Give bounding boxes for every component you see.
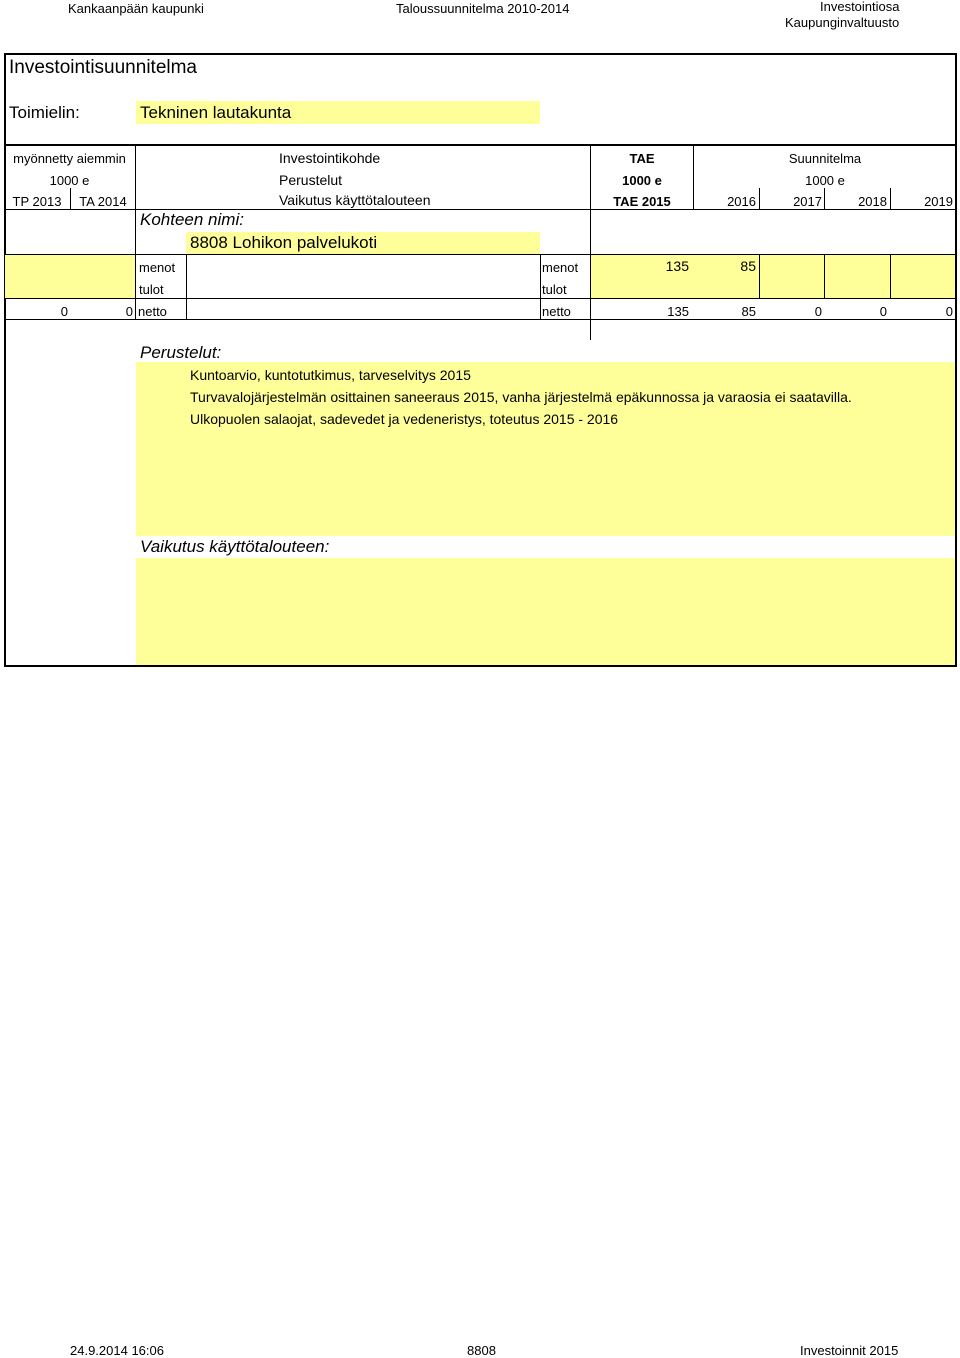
net-2017: 0	[814, 304, 822, 319]
col-header-operating-impact: Vaikutus käyttötalouteen	[279, 192, 431, 208]
form-title: Investointisuunnitelma	[9, 57, 197, 78]
col-header-justification: Perustelut	[279, 172, 343, 188]
col-header-ta2014: TA 2014	[79, 194, 127, 209]
net-tp2013: 0	[60, 304, 68, 319]
net-ta2014: 0	[125, 304, 133, 319]
col-header-2017: 2017	[793, 194, 822, 209]
grid-line	[540, 255, 541, 319]
col-header-2018: 2018	[858, 194, 887, 209]
justification-line: Turvavalojärjestelmän osittainen saneeraus 2015, vanha järjestelmä epäkunnossa ja varaosia ei saatavilla.	[190, 389, 852, 405]
grid-line	[4, 254, 957, 255]
footer-sheet: Investoinnit 2015	[800, 1343, 899, 1358]
grid-line	[4, 298, 957, 299]
grid-line	[135, 145, 136, 319]
impact-label: Vaikutus käyttötalouteen:	[140, 537, 330, 556]
header-council: Kaupunginvaltuusto	[785, 15, 900, 30]
unit-left: 1000 e	[49, 173, 90, 188]
col-header-2016: 2016	[727, 194, 756, 209]
label-expenses: menot	[139, 260, 176, 275]
header-plan: Taloussuunnitelma 2010-2014	[396, 1, 570, 16]
toimielin-value: Tekninen lautakunta	[140, 103, 292, 122]
label-net-right: netto	[542, 304, 571, 319]
header-section: Investointiosa	[820, 0, 900, 14]
col-header-investment-item: Investointikohde	[279, 150, 381, 166]
target-name-value: 8808 Lohikon palvelukoti	[190, 233, 378, 252]
toimielin-label: Toimielin:	[9, 103, 80, 122]
grid-line	[890, 255, 891, 298]
expenses-2016: 85	[740, 258, 756, 274]
label-income: tulot	[139, 282, 164, 297]
grid-line	[4, 319, 957, 320]
label-net: netto	[138, 304, 167, 319]
impact-field[interactable]	[136, 558, 955, 665]
justification-line: Ulkopuolen salaojat, sadevedet ja vedeneristys, toteutus 2015 - 2016	[190, 411, 619, 427]
net-2019: 0	[945, 304, 953, 319]
unit-plan: 1000 e	[805, 173, 845, 188]
col-header-tae2015: TAE 2015	[613, 194, 671, 209]
grid-line	[759, 255, 760, 298]
label-expenses-right: menot	[542, 260, 579, 275]
expenses-2015: 135	[665, 258, 689, 274]
col-header-2019: 2019	[924, 194, 953, 209]
net-2015: 135	[667, 304, 689, 319]
col-header-previously-granted: myönnetty aiemmin	[13, 151, 126, 166]
grid-line	[186, 255, 187, 319]
col-header-tp2013: TP 2013	[12, 194, 62, 209]
net-2018: 0	[879, 304, 887, 319]
unit-tae: 1000 e	[622, 173, 662, 188]
grid-line	[824, 255, 825, 298]
header-city: Kankaanpään kaupunki	[68, 1, 204, 16]
col-header-tae: TAE	[629, 151, 655, 166]
col-header-plan: Suunnitelma	[788, 151, 862, 166]
justification-label: Perustelut:	[140, 343, 222, 362]
target-name-label: Kohteen nimi:	[140, 210, 244, 229]
justification-line: Kuntoarvio, kuntotutkimus, tarveselvitys 2015	[190, 367, 471, 383]
footer-date: 24.9.2014 16:06	[70, 1343, 164, 1358]
prior-input-area[interactable]	[5, 255, 135, 298]
net-2016: 85	[741, 304, 756, 319]
section-divider	[4, 144, 957, 146]
footer-code: 8808	[467, 1343, 496, 1358]
label-income-right: tulot	[542, 282, 567, 297]
